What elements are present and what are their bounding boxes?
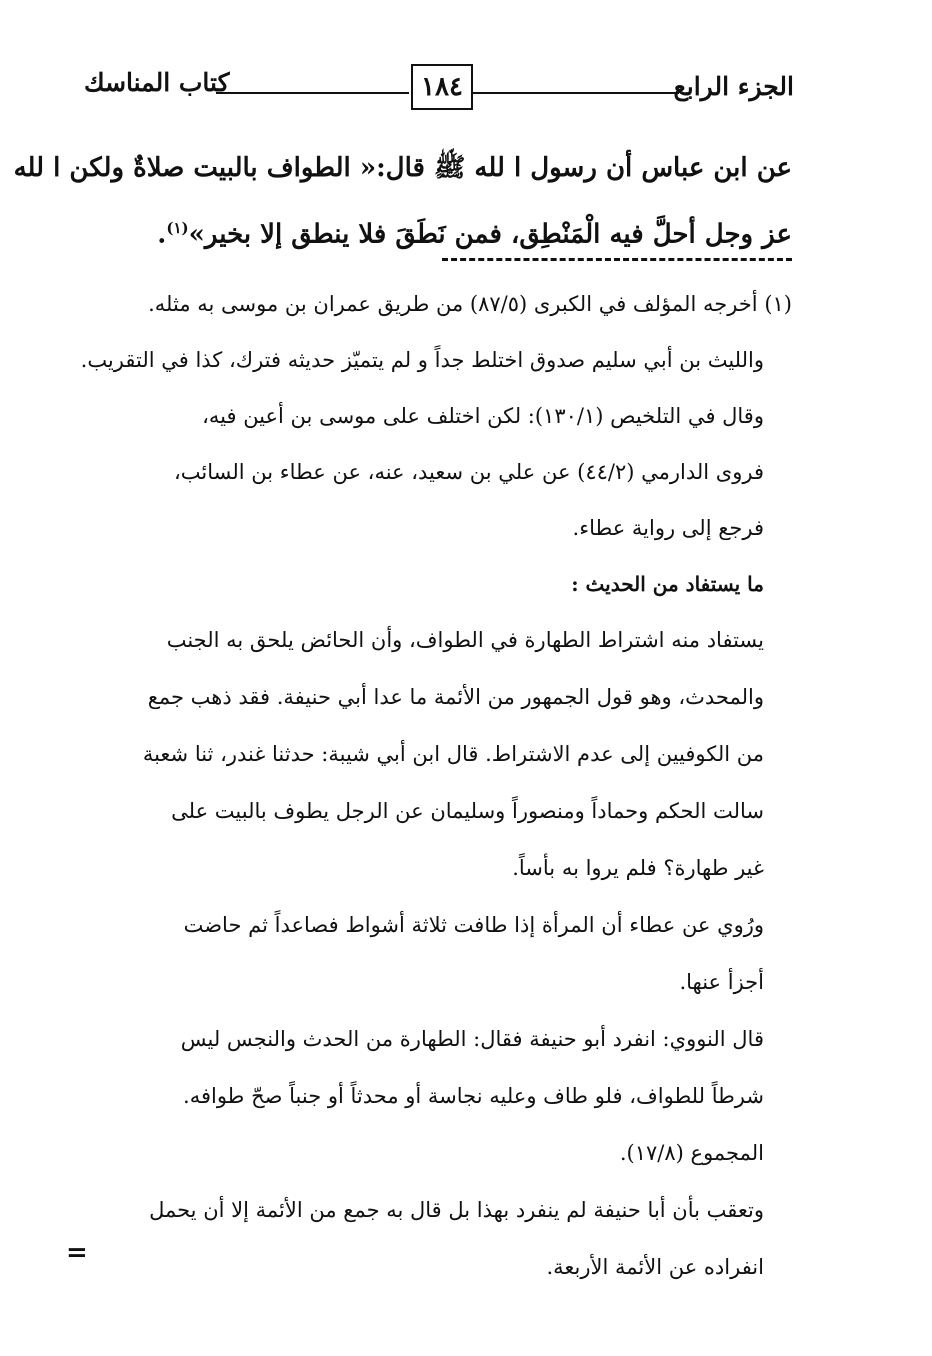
footnote-line-4: فروى الدارمي (٤٤/٢) عن علي بن سعيد، عنه، عن عطاء بن السائب، [173,460,764,484]
benefits-line: وتعقب بأن أبا حنيفة لم ينفرد بهذا بل قال به جمع من الأئمة إلا أن يحمل [149,1198,764,1222]
hadith-line-1: عن ابن عباس أن رسول ا لله ﷺ قال:« الطواف بالبيت صلاةٌ ولكن ا لله [13,153,792,183]
footnote-number: (١) [764,292,792,316]
page-number: ١٨٤ [411,64,473,110]
hadith-line-2-text: عز وجل أحلَّ فيه الْمَنْطِق، فمن نَطَقَ فلا ينطق إلا بخير» [188,219,792,250]
footnote-line-5: فرجع إلى رواية عطاء. [572,516,764,540]
footnote-separator [442,258,792,261]
benefits-line: والمحدث، وهو قول الجمهور من الأئمة ما عدا أبي حنيفة. فقد ذهب جمع [147,685,764,709]
benefits-line: يستفاد منه اشتراط الطهارة في الطواف، وأن الحائض يلحق به الجنب [166,628,764,652]
hadith-line-2 [80,198,792,258]
benefits-line: انفراده عن الأئمة الأربعة. [546,1255,764,1279]
notes-section [72,276,792,1296]
continuation-mark: = [66,1238,88,1268]
benefits-line: ورُوي عن عطاء أن المرأة إذا طافت ثلاثة أشواط فصاعداً ثم حاضت [183,913,764,937]
benefits-line: قال النووي: انفرد أبو حنيفة فقال: الطهارة من الحدث والنجس ليس [180,1027,764,1051]
footnote-line-2: والليث بن أبي سليم صدوق اختلط جداً و لم يتميّز حديثه فترك، كذا في التقريب. [80,348,764,372]
benefits-line: سالت الحكم وحماداً ومنصوراً وسليمان عن الرجل يطوف بالبيت على [171,799,764,823]
benefits-line: شرطاً للطواف، فلو طاف وعليه نجاسة أو محدثاً أو جنباً صحّ طوافه. [183,1084,764,1108]
benefits-line: غير طهارة؟ فلم يروا به بأساً. [512,856,764,880]
footnote-line-3: وقال في التلخيص (١٣٠/١): لكن اختلف على موسى بن أعين فيه، [202,404,764,428]
footnote-line-1 [72,276,792,332]
benefits-line: أجزأ عنها. [679,970,764,994]
hadith-text [13,138,792,258]
hadith-line-2-end: . [157,219,167,250]
benefits-line: المجموع (١٧/٨). [619,1141,764,1165]
footnote-line-1-text: أخرجه المؤلف في الكبرى (٨٧/٥) من طريق عمران بن موسى به مثله. [148,292,758,316]
header-rule-left [216,92,409,94]
part-label: الجزء الرابع [673,72,794,101]
footnote-reference: (١) [166,219,189,237]
benefits-line: من الكوفيين إلى عدم الاشتراط. قال ابن أبي شيبة: حدثنا غندر، ثنا شعبة [142,742,764,766]
page-header [84,62,794,112]
benefits-heading: ما يستفاد من الحديث : [571,572,764,596]
header-rule-right [471,92,679,94]
book-label: كتاب المناسك [84,68,230,97]
